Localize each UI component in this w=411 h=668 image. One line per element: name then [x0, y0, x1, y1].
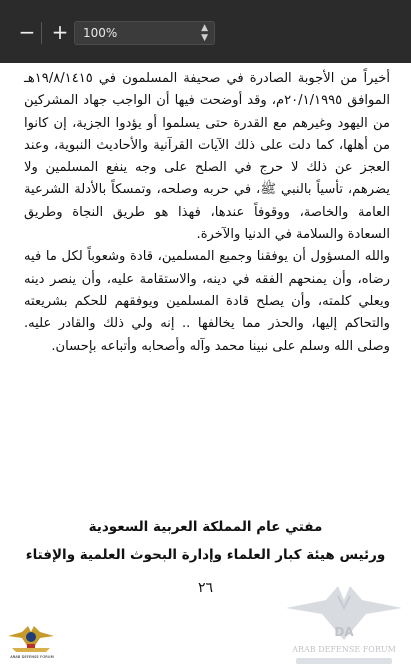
paragraph-2: والله المسؤول أن يوفقنا وجميع المسلمين، قادة وشعوباً لكل ما فيه رضاه، وأن يمنحهم الفقه في دينه، والاستقامة عليه، وأن ينصر دينه ويعلي كلمته، وأن يصلح قادة المسلمين ويوفقهم للحكم بشريعته والتحاكم إليها، والحذر مما يخالفها .. إنه ولي ذلك والقادر عليه. وصلى الله وسلم على نبينا محمد وآله وأصحابه وأتباعه بإحسان. [24, 249, 390, 354]
forum-caption: ARAB DEFENSE FORUM [10, 655, 54, 659]
document-body [24, 68, 390, 358]
watermark-forum-text: ARAB DEFENSE FORUM [292, 645, 396, 654]
arab-defense-forum-watermark [282, 578, 406, 668]
zoom-in-button[interactable] [45, 22, 75, 44]
minus-icon: − [18, 20, 36, 44]
plus-icon: + [51, 20, 69, 44]
forum-logo-watermark [2, 622, 62, 668]
pdf-toolbar [0, 0, 411, 63]
zoom-value: 100% [83, 26, 118, 40]
zoom-select[interactable] [74, 21, 215, 45]
zoom-out-button[interactable] [12, 22, 42, 44]
paragraph-1: أخيراً من الأجوبة الصادرة في صحيفة المسلمون في ١٩/٨/١٤١٥هـ الموافق ٢٠/١/١٩٩٥م، وقد أوضحت فيها أن الواجب جهاد المشركين من اليهود وغيرهم مع القدرة حتى يسلموا أو يؤدوا الجزية، إن كانوا من أهلها، كما دلت على ذلك الآيات القرآنية والأحاديث النبوية، وعند العجز عن ذلك لا حرج في الصلح على وجه ينفع المسلمين ولا يضرهم، تأسياً بالنبي ﷺ، في حربه وصلحه، وتمسكاً بالأدلة الشرعية العامة والخاصة، ووقوفاً عندها، فهذا هو طريق النجاة وطريق السعادة والسلامة في الدنيا والآخرة. [24, 71, 390, 243]
signature-title: مفتي عام المملكة العربية السعودية [88, 519, 323, 535]
page-number: ٢٦ [197, 580, 214, 596]
forum-eagle-icon [282, 578, 406, 668]
pdf-page [0, 63, 411, 668]
eagle-seal-icon [6, 622, 56, 656]
signature-subtitle: ورئيس هيئة كبار العلماء وإدارة البحوث العلمية والإفتاء [25, 547, 386, 563]
toolbar-separator [41, 22, 42, 44]
watermark-da-text: DA [334, 625, 354, 639]
updown-arrows-icon: ▲ ▼ [201, 23, 208, 43]
